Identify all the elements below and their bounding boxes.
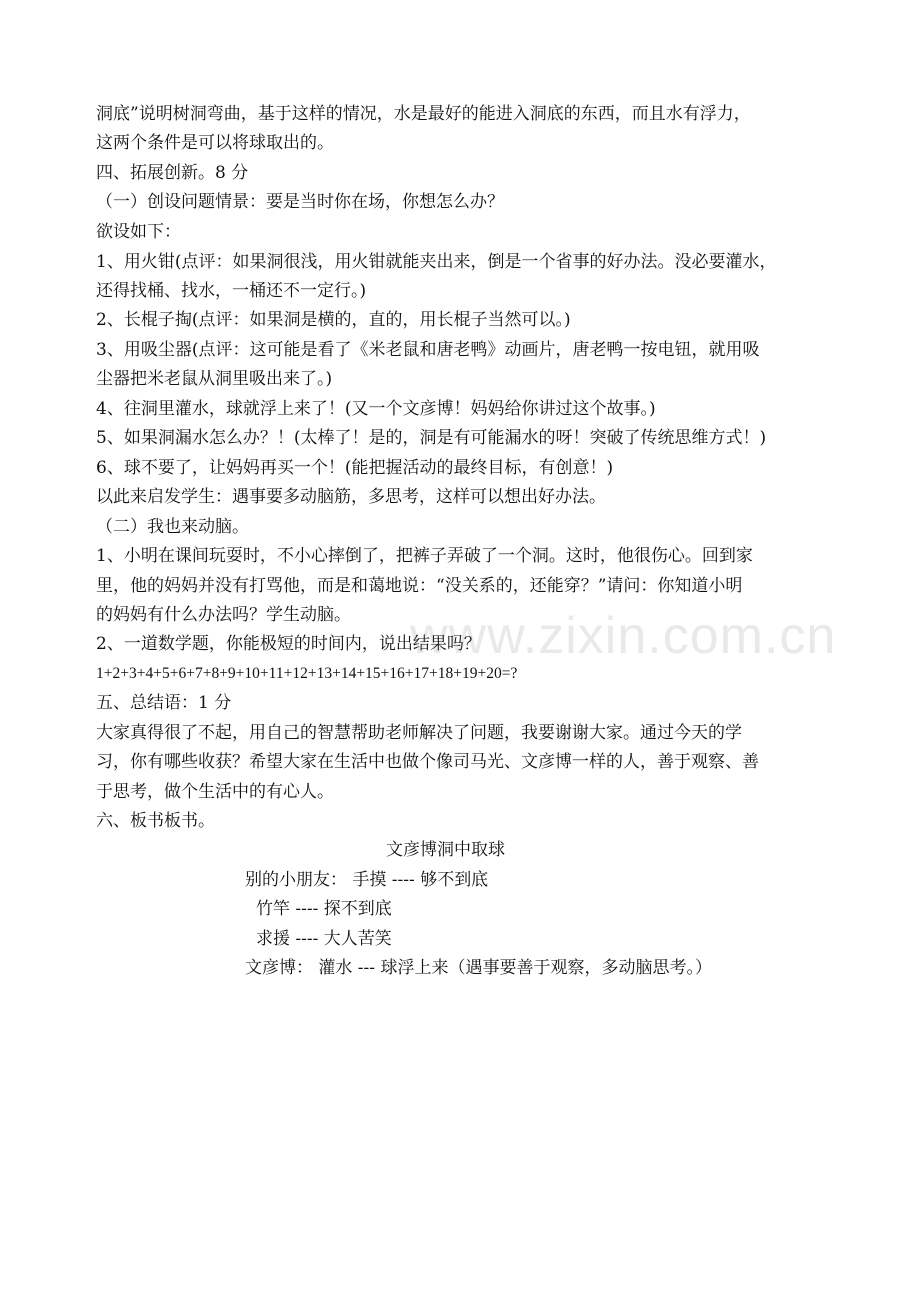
list-item: 1、用火钳(点评：如果洞很浅，用火钳就能夹出来，倒是一个省事的好办法。没必要灌水， [96,252,777,272]
subsection-heading: （一）创设问题情景：要是当时你在场，你想怎么办？ [96,192,504,212]
list-item: 4、往洞里灌水，球就浮上来了！(又一个文彦博！妈妈给你讲过这个故事。) [96,399,656,419]
board-row: 文彦博： 灌水 --- 球浮上来（遇事要善于观察，多动脑思考。） [245,958,712,978]
section-heading: 四、拓展创新。8 分 [96,163,249,183]
paragraph-line: 这两个条件是可以将球取出的。 [96,133,334,153]
section-heading: 五、总结语：1 分 [96,693,232,713]
board-row: 别的小朋友： 手摸 ---- 够不到底 [245,870,489,890]
watermark: www.zixin.com.cn [410,607,837,665]
paragraph-line: 习，你有哪些收获？希望大家在生活中也做个像司马光、文彦博一样的人，善于观察、善 [96,752,759,772]
paragraph-line: 以此来启发学生：遇事要多动脑筋，多思考，这样可以想出好办法。 [96,487,606,507]
list-item-continuation: 还得找桶、找水，一桶还不一定行。) [96,281,367,301]
paragraph-line: 1、小明在课间玩耍时，不小心摔倒了，把裤子弄破了一个洞。这时，他很伤心。回到家 [96,546,753,566]
paragraph-line: 欲设如下： [96,222,181,242]
board-title: 文彦博洞中取球 [386,840,505,860]
list-item: 6、球不要了，让妈妈再买一个！(能把握活动的最终目标，有创意！) [96,458,614,478]
paragraph-line: 洞底”说明树洞弯曲，基于这样的情况，水是最好的能进入洞底的东西，而且水有浮力， [96,104,751,124]
board-row: 竹竿 ---- 探不到底 [256,899,392,919]
list-item: 3、用吸尘器(点评：这可能是看了《米老鼠和唐老鸭》动画片，唐老鸭一按电钮，就用吸 [96,340,760,360]
paragraph-line: 里，他的妈妈并没有打骂他，而是和蔼地说：“没关系的，还能穿？”请问：你知道小明 [96,576,743,596]
paragraph-line: 大家真得很了不起，用自己的智慧帮助老师解决了问题，我要谢谢大家。通过今天的学 [96,723,742,743]
paragraph-line: 于思考，做个生活中的有心人。 [96,782,334,802]
section-heading: 六、板书板书。 [96,811,215,831]
paragraph-line: 2、一道数学题，你能极短的时间内，说出结果吗？ [96,634,481,654]
list-item: 5、如果洞漏水怎么办？！(太棒了！是的，洞是有可能漏水的呀！突破了传统思维方式！) [96,428,767,448]
board-row: 求援 ---- 大人苦笑 [256,929,392,949]
list-item: 2、长棍子掏(点评：如果洞是横的，直的，用长棍子当然可以。) [96,310,571,330]
subsection-heading: （二）我也来动脑。 [96,517,249,537]
paragraph-line: 的妈妈有什么办法吗？学生动脑。 [96,605,351,625]
list-item-continuation: 尘器把米老鼠从洞里吸出来了。) [96,369,333,389]
math-expression: 1+2+3+4+5+6+7+8+9+10+11+12+13+14+15+16+17+18+19+20=? [96,665,518,682]
